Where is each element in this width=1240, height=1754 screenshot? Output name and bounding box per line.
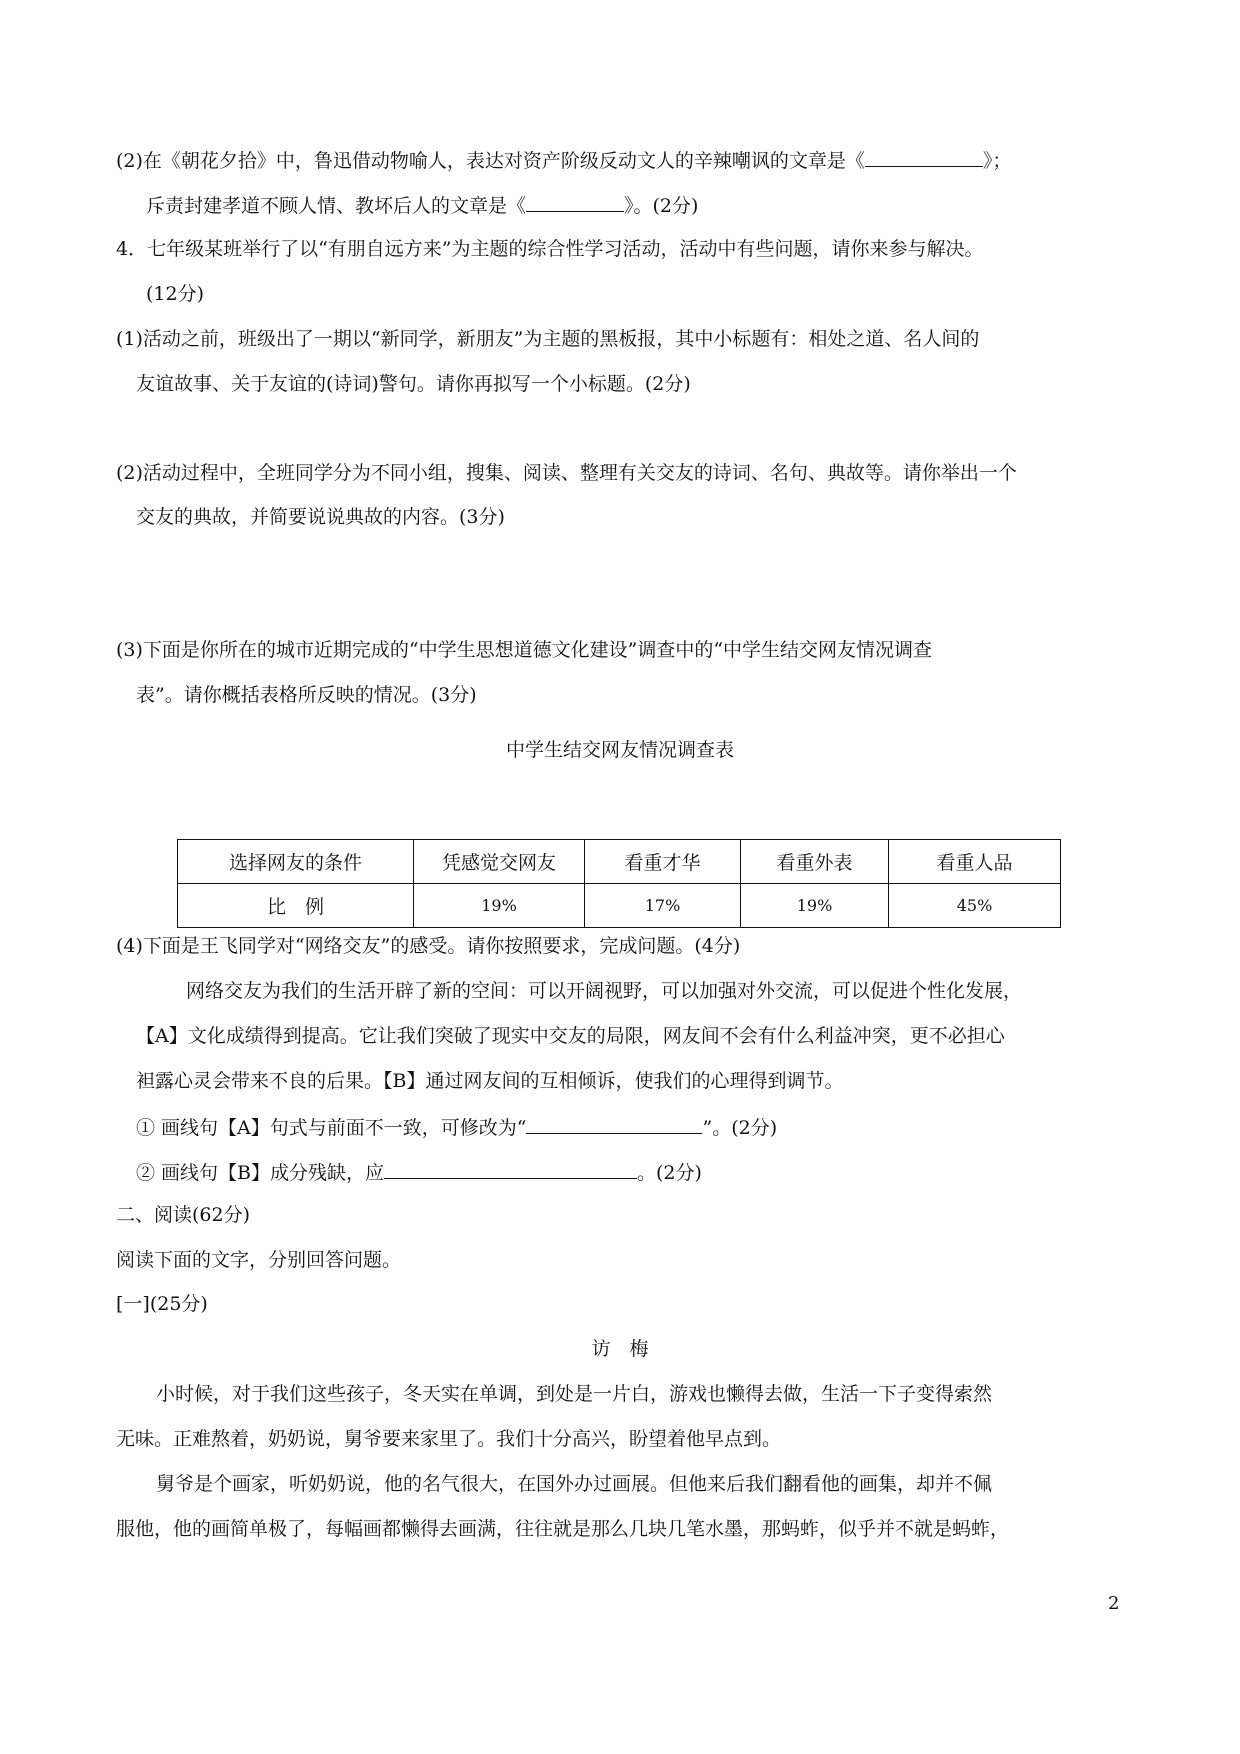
passage-line-3: 袒露心灵会带来不良的后果。【B】通过网友间的互相倾诉，使我们的心理得到调节。 — [136, 1070, 844, 1092]
q4-sub4-b-text: ② 画线句【B】成分残缺，应 — [136, 1162, 385, 1184]
answer-blank-4[interactable] — [384, 1158, 637, 1179]
table-header-cell: 凭感觉交网友 — [414, 840, 585, 884]
article-p2-line-2: 服他，他的画简单极了，每幅画都懒得去画满，往往就是那么几块几笔水墨，那蚂蚱，似乎并不就是蚂蚱， — [116, 1518, 1010, 1540]
q3-2-text-d: 》。(2分) — [624, 195, 699, 217]
page-number: 2 — [1108, 1593, 1120, 1614]
table-cell: 17% — [585, 884, 741, 928]
q4-sub4-a-text: ① 画线句【A】句式与前面不一致，可修改为“ — [136, 1117, 527, 1139]
q4-sub4-a — [136, 1113, 777, 1141]
passage-line-1: 网络交友为我们的生活开辟了新的空间：可以开阔视野，可以加强对外交流，可以促进个性化发展， — [186, 980, 1023, 1002]
article-title: 访 梅 — [591, 1338, 649, 1360]
section2-heading: 二、阅读(62分) — [116, 1204, 251, 1226]
section2-part: [一](25分) — [116, 1293, 208, 1315]
q4-sub1-line-2: 友谊故事、关于友谊的(诗词)警句。请你再拟写一个小标题。(2分) — [136, 373, 691, 395]
q4-sub1-line-1: (1)活动之前，班级出了一期以“新同学，新朋友”为主题的黑板报，其中小标题有：相处之道、名人间的 — [116, 328, 980, 350]
section2-instruction: 阅读下面的文字，分别回答问题。 — [116, 1249, 402, 1271]
q4-sub4-b-post: 。(2分) — [637, 1162, 702, 1184]
article-p1-line-2: 无味。正难熬着，奶奶说，舅爷要来家里了。我们十分高兴，盼望着他早点到。 — [116, 1428, 782, 1450]
answer-blank-1[interactable] — [865, 146, 983, 167]
table-row — [178, 884, 1061, 928]
q3-2-text-a: (2)在《朝花夕拾》中，鲁迅借动物喻人，表达对资产阶级反动文人的辛辣嘲讽的文章是《 — [116, 150, 865, 172]
article-p1-line-1: 小时候，对于我们这些孩子，冬天实在单调，到处是一片白，游戏也懒得去做，生活一下子变得索然 — [156, 1383, 993, 1405]
passage-line-2: 【A】文化成绩得到提高。它让我们突破了现实中交友的局限，网友间不会有什么利益冲突，更不必担心 — [136, 1025, 1005, 1047]
table-cell: 19% — [414, 884, 585, 928]
q4-sub4-a-post: ”。(2分) — [702, 1117, 778, 1139]
table-header-cell: 看重才华 — [585, 840, 741, 884]
table-cell: 19% — [741, 884, 889, 928]
q3-2-line-1 — [116, 146, 1011, 174]
table-header-cell: 看重人品 — [889, 840, 1061, 884]
table-header-cell: 看重外表 — [741, 840, 889, 884]
q3-2-text-b: 》； — [982, 150, 1012, 172]
q4-sub2-line-1: (2)活动过程中，全班同学分为不同小组，搜集、阅读、整理有关交友的诗词、名句、典故等。请你举出一个 — [116, 462, 1017, 484]
q4-intro: 4．七年级某班举行了以“有朋自远方来”为主题的综合性学习活动，活动中有些问题，请你来参与解决。 — [116, 238, 984, 260]
q4-sub3-line-1: (3)下面是你所在的城市近期完成的“中学生思想道德文化建设”调查中的“中学生结交网友情况调查 — [116, 639, 933, 661]
answer-blank-2[interactable] — [526, 191, 624, 212]
q3-2-text-c: 斥责封建孝道不顾人情、教坏后人的文章是《 — [146, 195, 527, 217]
table-cell: 45% — [889, 884, 1061, 928]
table-header-cell: 选择网友的条件 — [178, 840, 414, 884]
q4-sub4-line-1: (4)下面是王飞同学对“网络交友”的感受。请你按照要求，完成问题。(4分) — [116, 935, 741, 957]
answer-blank-3[interactable] — [526, 1113, 702, 1134]
q4-score: (12分) — [146, 283, 205, 305]
q3-2-line-2 — [146, 191, 698, 219]
table-row-label: 比 例 — [178, 884, 414, 928]
article-p2-line-1: 舅爷是个画家，听奶奶说，他的名气很大，在国外办过画展。但他来后我们翻看他的画集，却并不佩 — [156, 1473, 993, 1495]
q4-sub4-b — [136, 1158, 702, 1186]
q4-sub2-line-2: 交友的典故，并简要说说典故的内容。(3分) — [136, 506, 505, 528]
survey-table — [177, 839, 1061, 928]
q4-sub3-line-2: 表”。请你概括表格所反映的情况。(3分) — [136, 684, 477, 706]
table-header-row — [178, 840, 1061, 884]
table-title: 中学生结交网友情况调查表 — [505, 739, 734, 761]
